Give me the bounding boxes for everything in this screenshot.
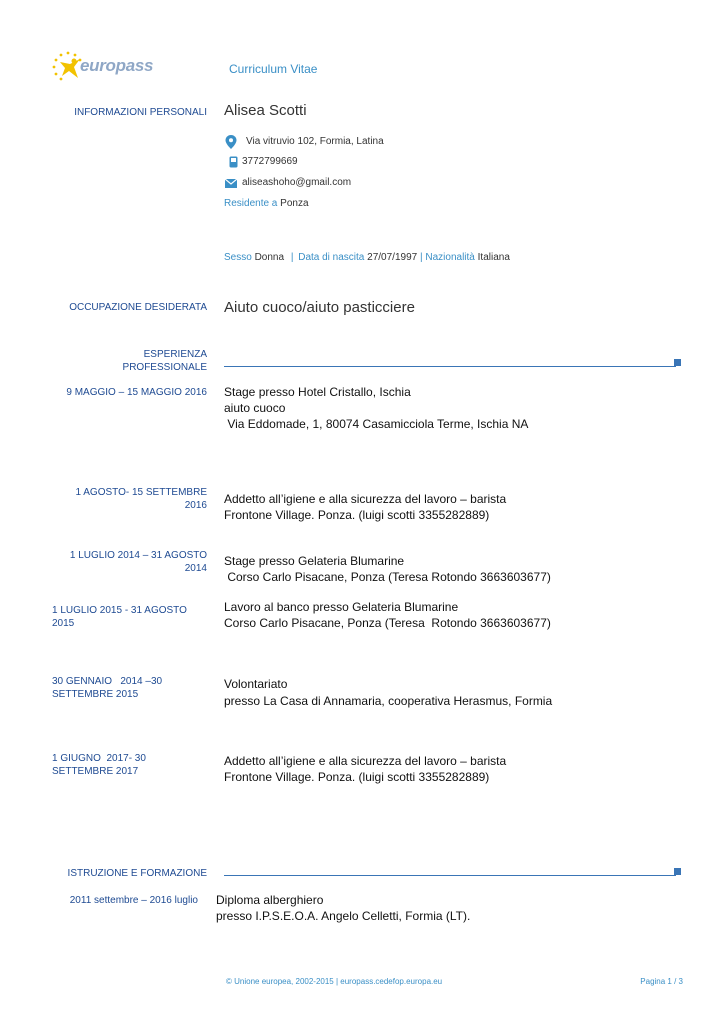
exp-title: Volontariato [224,677,288,691]
sex-label: Sesso [224,252,252,263]
exp-role: aiuto cuoco [224,401,286,415]
exp-date [52,604,187,630]
exp-date [52,752,146,778]
exp-detail: presso La Casa di Annamaria, cooperativa Herasmus, Formia [224,694,553,708]
exp-title: Addetto all’igiene e alla sicurezza del lavoro – barista [224,754,507,768]
exp-date-line2: 2016 [184,500,207,511]
residence-label: Residente a [224,198,278,209]
section-label-experience-line2: PROFESSIONALE [122,362,207,373]
exp-date-line1: 1 AGOSTO- 15 SETTEMBRE [75,487,207,498]
exp-address: Via Eddomade, 1, 80074 Casamicciola Terme, Ischia NA [224,417,529,431]
edu-title: Diploma alberghiero [216,893,324,907]
exp-date-line1: 1 LUGLIO 2015 - 31 AGOSTO [52,605,187,616]
exp-title: Addetto all’igiene e alla sicurezza del lavoro – barista [224,492,507,506]
dob-value: 27/07/1997 [367,252,418,263]
edu-institution: presso I.P.S.E.O.A. Angelo Celletti, Formia (LT). [216,909,471,923]
exp-entry [224,384,528,432]
occupation-value: Aiuto cuoco/aiuto pasticciere [224,299,415,316]
person-name: Alisea Scotti [224,102,307,119]
section-divider-marker [674,359,681,366]
exp-date: 9 MAGGIO – 15 MAGGIO 2016 [66,387,207,398]
exp-title: Stage presso Hotel Cristallo, Ischia [224,385,411,399]
personal-details-row [224,251,510,264]
nationality-label: Nazionalità [425,252,475,263]
exp-title: Stage presso Gelateria Blumarine [224,554,405,568]
exp-detail: Frontone Village. Ponza. (luigi scotti 3355282889) [224,508,490,522]
separator: | [290,252,294,263]
exp-detail: Corso Carlo Pisacane, Ponza (Teresa Rotondo 3663603677) [224,616,551,630]
exp-date-line2: 2015 [52,618,75,629]
exp-date-line2: SETTEMBRE 2015 [52,689,139,700]
exp-entry [224,553,551,585]
exp-detail: Frontone Village. Ponza. (luigi scotti 3355282889) [224,770,490,784]
section-label-occupation: OCCUPAZIONE DESIDERATA [69,302,207,313]
edu-entry [216,892,470,924]
section-label-experience [123,348,207,374]
doc-title: Curriculum Vitae [229,62,318,76]
residence-value: Ponza [280,198,309,209]
exp-entry [224,753,506,785]
residence [224,197,309,210]
exp-entry [224,599,551,631]
exp-date-line2: SETTEMBRE 2017 [52,766,139,777]
phone-icon [229,156,238,168]
exp-date [75,486,207,512]
exp-date-line1: 1 GIUGNO 2017- 30 [52,753,146,764]
exp-title: Lavoro al banco presso Gelateria Blumarine [224,600,459,614]
footer-copyright: © Unione europea, 2002-2015 | europass.cedefop.europa.eu [226,977,443,986]
edu-date: 2011 settembre – 2016 luglio [69,895,198,906]
separator: | [420,252,423,263]
dob-label: Data di nascita [298,252,365,263]
phone[interactable]: 3772799669 [242,156,298,167]
exp-date [70,549,207,575]
section-label-experience-line1: ESPERIENZA [143,349,207,360]
exp-date-line1: 1 LUGLIO 2014 – 31 AGOSTO [69,550,207,561]
exp-date [52,675,162,701]
europass-logo [50,50,154,82]
exp-entry [224,491,506,523]
exp-entry [224,676,552,709]
footer-page-number: Pagina 1 / 3 [640,977,683,986]
section-divider-marker [674,868,681,875]
section-label-education: ISTRUZIONE E FORMAZIONE [67,868,207,879]
section-divider [224,875,676,876]
exp-date-line1: 30 GENNAIO 2014 –30 [52,676,163,687]
europass-logo-text: europass [80,56,154,75]
exp-date-line2: 2014 [184,563,207,574]
exp-detail: Corso Carlo Pisacane, Ponza (Teresa Rotondo 3663603677) [224,570,551,584]
email-icon [225,179,237,188]
email[interactable]: aliseashoho@gmail.com [242,177,352,188]
sex-value: Donna [254,252,285,263]
nationality-value: Italiana [477,252,510,263]
section-label-personal: INFORMAZIONI PERSONALI [74,107,207,118]
address: Via vitruvio 102, Formia, Latina [246,136,384,147]
section-divider [224,366,676,367]
location-pin-icon [225,135,237,149]
